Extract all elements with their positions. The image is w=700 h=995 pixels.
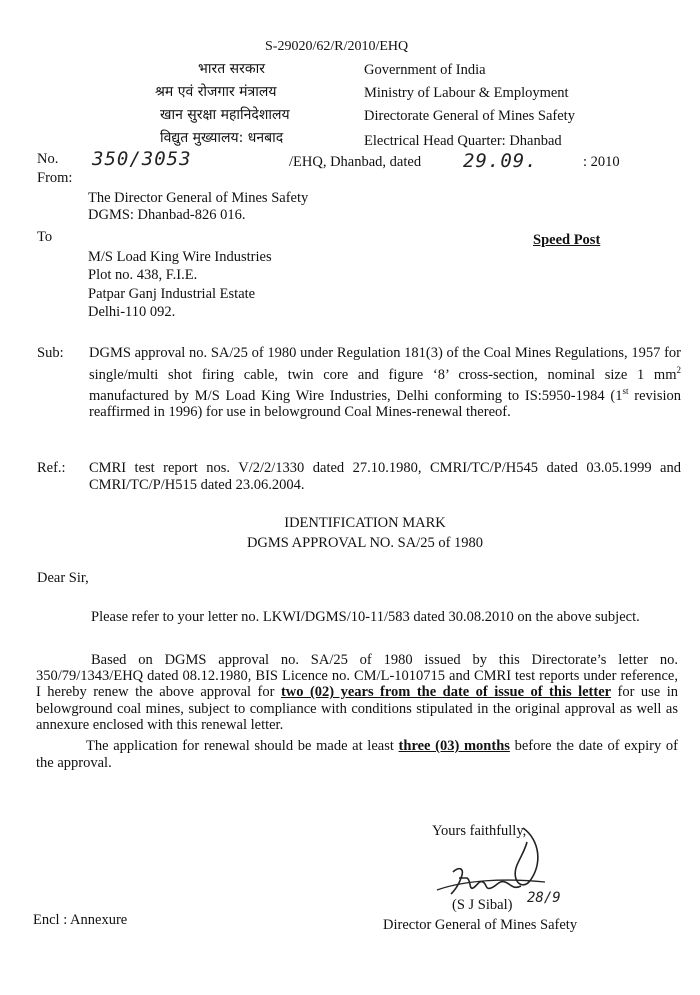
reference-text: CMRI test report nos. V/2/2/1330 dated 27.10.1980, CMRI/TC/P/H545 dated 03.05.1999 and CMRI/TC/P/H515 dated 23.06.2004. — [89, 460, 681, 493]
paragraph-3: The application for renewal should be made at least three (03) months before the date of expiry of the approval. — [36, 738, 678, 771]
from-address-line-2: DGMS: Dhanbad-826 016. — [88, 207, 246, 223]
enclosure-note: Encl : Annexure — [33, 912, 128, 928]
english-line-4: Electrical Head Quarter: Dhanbad — [364, 133, 562, 149]
from-address-line-1: The Director General of Mines Safety — [88, 190, 309, 206]
identification-mark-heading: IDENTIFICATION MARK — [284, 515, 446, 531]
letter-number-handwritten: 350/3053 — [92, 148, 192, 170]
approval-number-heading: DGMS APPROVAL NO. SA/25 of 1980 — [246, 535, 484, 551]
paragraph-2: Based on DGMS approval no. SA/25 of 1980 issued by this Directorate’s letter no. 350/79/1343/EHQ dated 08.12.1980, BIS Licence no. CM/L-1010715 and CMRI test reports under reference, I hereby renew the above approval for two (02) years from the date of issue of this letter for use in belowground coal mines, subject to compliance with conditions stipulated in the original approval as well as annexure enclosed with this renewal letter. — [36, 652, 678, 733]
to-address-line-1: M/S Load King Wire Industries — [88, 249, 272, 265]
subject-text: DGMS approval no. SA/25 of 1980 under Regulation 181(3) of the Coal Mines Regulations, 1957 for single/multi shot firing cable, twin core and figure ‘8’ cross-section, nominal size 1 $mm^2$ manufactured by M/S Load King Wire Industries, Delhi conforming to IS:5950-1984 (1st revision reaffirmed in 1996) for use in belowground Coal Mines-renewal thereof. — [89, 345, 681, 421]
no-label: No. — [37, 151, 59, 167]
subject-label: Sub: — [37, 345, 64, 361]
salutation: Dear Sir, — [37, 570, 89, 586]
file-reference: S-29020/62/R/2010/EHQ — [265, 39, 409, 54]
ref-year: : 2010 — [583, 154, 620, 170]
ref-middle: /EHQ, Dhanbad, dated — [289, 154, 422, 170]
english-line-3: Directorate General of Mines Safety — [364, 108, 575, 124]
hindi-line-4: विद्युत मुख्यालय: धनबाद — [160, 130, 284, 146]
hindi-line-3: खान सुरक्षा महानिदेशालय — [160, 107, 290, 123]
to-address-line-2: Plot no. 438, F.I.E. — [88, 267, 198, 283]
to-address-line-3: Patpar Ganj Industrial Estate — [88, 286, 256, 302]
signature-date: 28/9 — [527, 890, 561, 906]
english-line-1: Government of India — [364, 62, 486, 78]
to-address-line-4: Delhi-110 092. — [88, 304, 176, 320]
yours-faithfully: Yours faithfully, — [432, 823, 527, 839]
date-handwritten: 29.09. — [463, 150, 538, 172]
english-line-2: Ministry of Labour & Employment — [364, 85, 569, 101]
signatory-title: Director General of Mines Safety — [383, 917, 578, 933]
to-label: To — [37, 229, 53, 245]
from-label: From: — [37, 170, 73, 186]
paragraph-1: Please refer to your letter no. LKWI/DGMS/10-11/583 dated 30.08.2010 on the above subject. — [91, 609, 640, 625]
hindi-line-1: भारत सरकार — [198, 61, 265, 77]
hindi-line-2: श्रम एवं रोजगार मंत्रालय — [155, 84, 277, 100]
signatory-name: (S J Sibal) — [452, 897, 513, 913]
reference-label: Ref.: — [37, 460, 66, 476]
speed-post-label: Speed Post — [533, 232, 601, 248]
